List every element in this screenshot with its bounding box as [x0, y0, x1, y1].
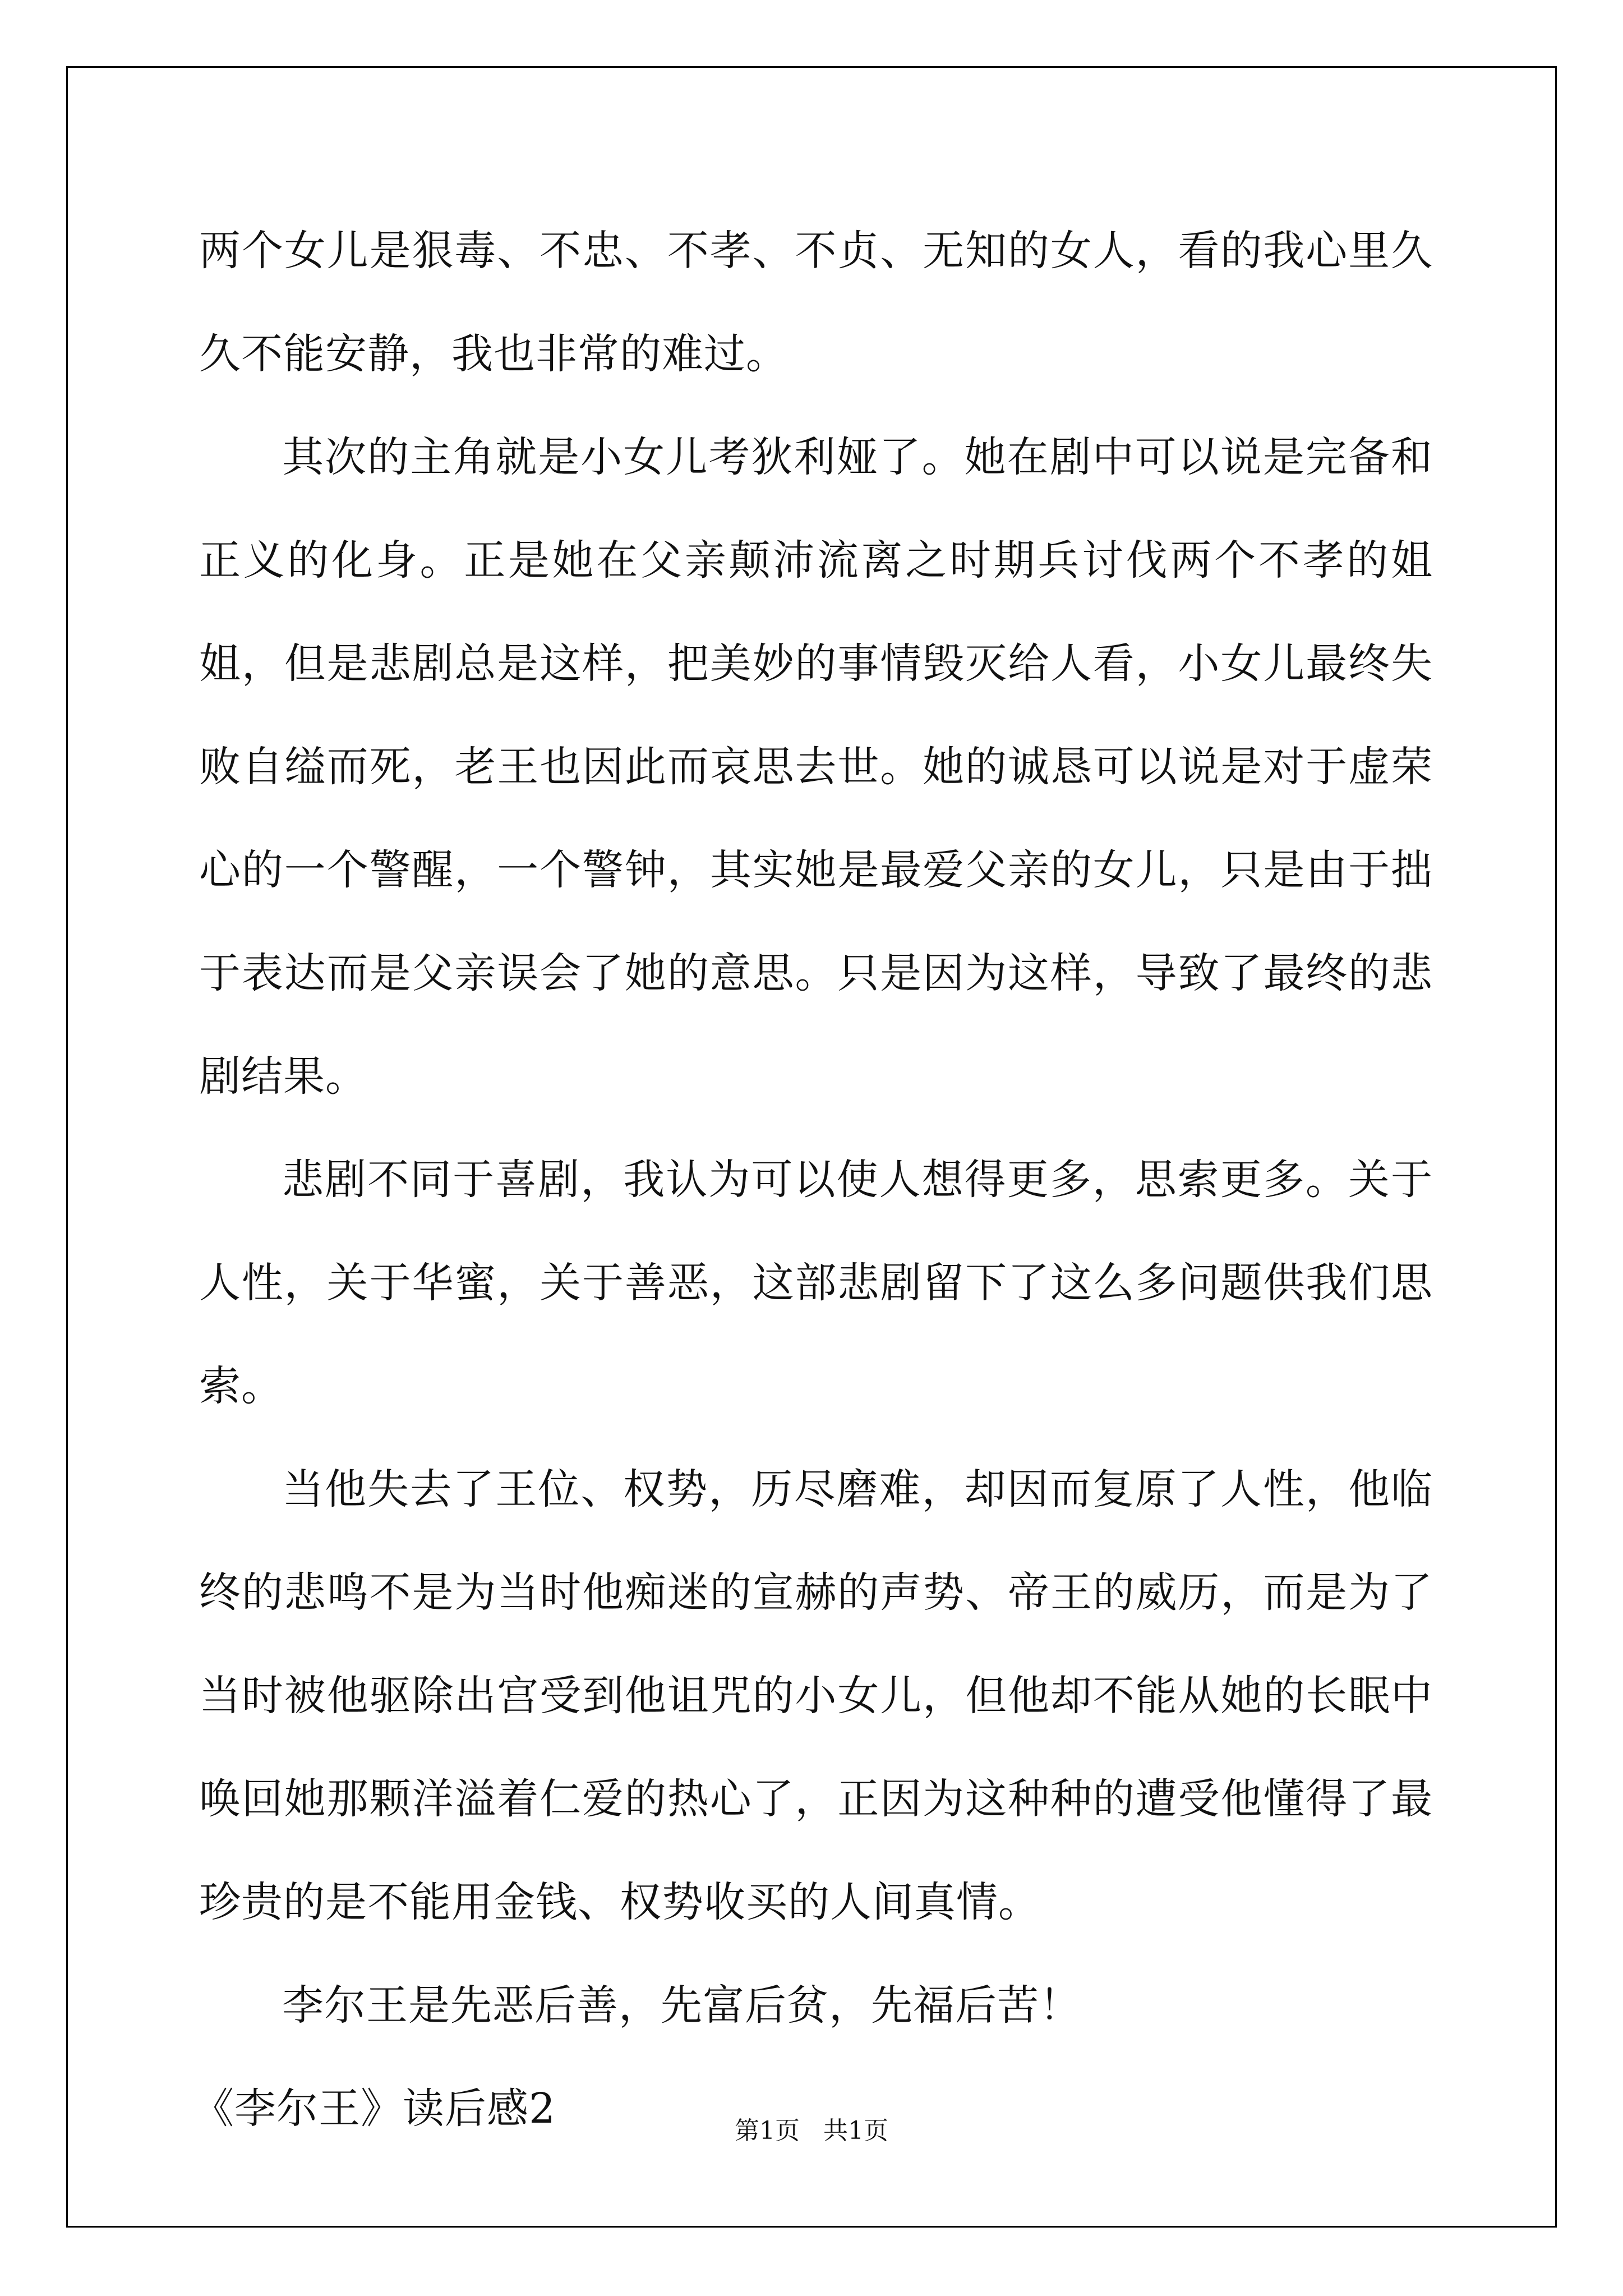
page-number-footer: 第1页 共1页 — [735, 2116, 888, 2145]
paragraph-2: 其次的主角就是小女儿考狄利娅了。她在剧中可以说是完备和正义的化身。正是她在父亲颠沛流离之时期兵讨伐两个不孝的姐姐，但是悲剧总是这样，把美妙的事情毁灭给人看，小女儿最终失败自缢而死，老王也因此而哀思去世。她的诚恳可以说是对于虚荣心的一个警醒，一个警钟，其实她是最爱父亲的女儿，只是由于拙于表达而是父亲误会了她的意思。只是因为这样，导致了最终的悲剧结果。 — [199, 433, 1433, 1101]
paragraph-5: 李尔王是先恶后善，先富后贫，先福后苦！ — [282, 1981, 1081, 2030]
paragraph-4: 当他失去了王位、权势，历尽磨难，却因而复原了人性，他临终的悲鸣不是为当时他痴迷的宣赫的声势、帝王的威历，而是为了当时被他驱除出宫受到他诅咒的小女儿，但他却不能从她的长眠中唤回她那颗洋溢着仁爱的热心了，正因为这种种的遭受他懂得了最珍贵的是不能用金钱、权势收买的人间真情。 — [199, 1465, 1433, 1926]
paragraph-3: 悲剧不同于喜剧，我认为可以使人想得更多，思索更多。关于人性，关于华蜜，关于善恶，这部悲剧留下了这么多问题供我们思索。 — [199, 1156, 1433, 1410]
document-body — [192, 199, 1433, 2160]
section-heading: 《李尔王》读后感2 — [192, 2085, 556, 2133]
paragraph-1: 两个女儿是狠毒、不忠、不孝、不贞、无知的女人，看的我心里久久不能安静，我也非常的难过。 — [199, 227, 1433, 378]
